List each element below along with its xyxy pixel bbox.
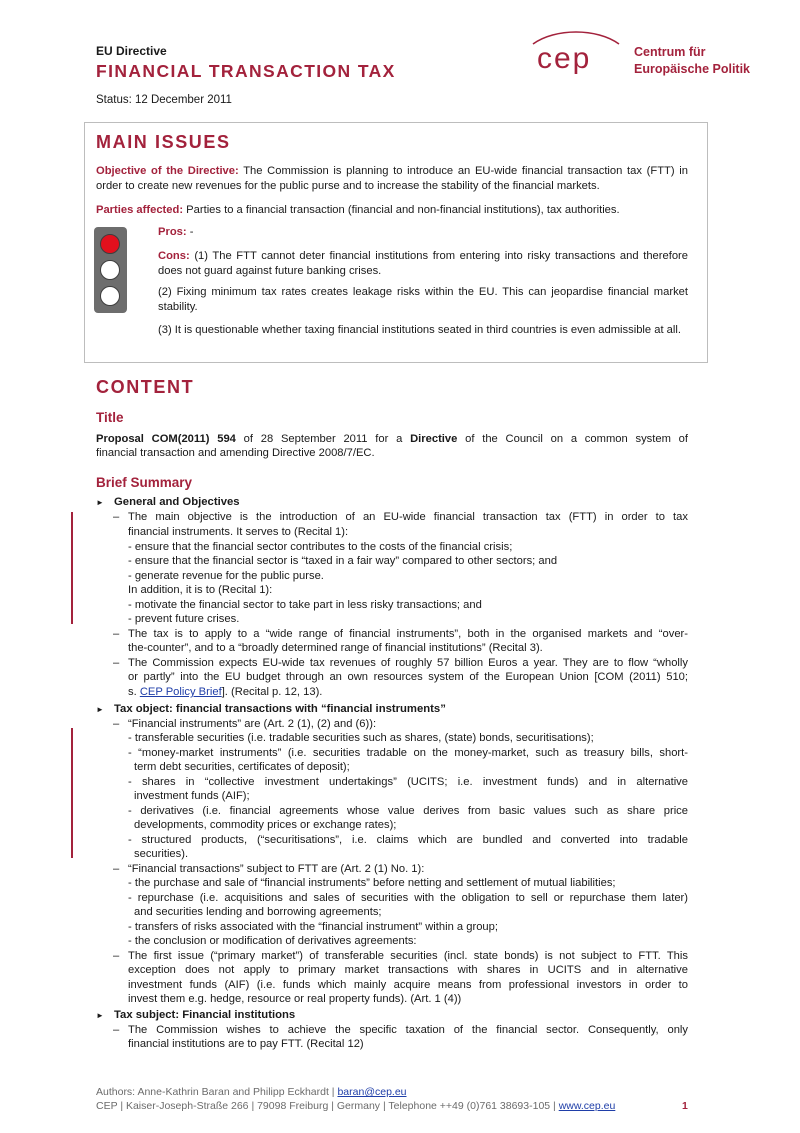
section-general-objectives: ► General and Objectives xyxy=(96,496,240,508)
proposal-number: Proposal COM(2011) 594 xyxy=(96,433,236,445)
text-line: - ensure that the financial sector contributes to the costs of the financial crisis; xyxy=(128,541,513,553)
text-line: - the purchase and sale of “financial instruments” before netting and settlement of mutual liabilities; xyxy=(128,877,616,889)
page-number: 1 xyxy=(682,1100,688,1112)
text-line: The Commission expects EU-wide tax revenues of roughly 57 billion Euros a year. They are to flow “wholly xyxy=(128,657,688,669)
document-type: EU Directive xyxy=(96,44,167,58)
objective-paragraph xyxy=(96,164,688,193)
text-line: The Commission wishes to achieve the specific taxation of the financial sector. Consequently, only xyxy=(128,1024,688,1036)
org-name-line2: Europäische Politik xyxy=(634,62,751,76)
text-line: exception does not apply to primary market transactions with shares in UCITS and in alternative xyxy=(128,964,688,976)
document-title: FINANCIAL TRANSACTION TAX xyxy=(96,61,396,81)
proposal-text: of 28 September 2011 for a xyxy=(235,433,411,445)
dash-marker: – xyxy=(113,863,120,875)
text-line: term debt securities, certificates of deposit); xyxy=(134,761,350,773)
title-heading: Title xyxy=(96,410,124,425)
red-lamp-icon xyxy=(100,234,120,254)
pros-paragraph xyxy=(158,225,688,240)
content-heading: CONTENT xyxy=(96,377,195,397)
text-line: invest them e.g. hedge, resource or real property funds). (Art. 1 (4)) xyxy=(128,993,462,1005)
text-line: - motivate the financial sector to take part in less risky transactions; and xyxy=(128,599,482,611)
text-line: - generate revenue for the public purse. xyxy=(128,570,324,582)
text-line: - the conclusion or modification of derivatives agreements: xyxy=(128,935,417,947)
cons-3-paragraph: (3) It is questionable whether taxing financial institutions seated in third countries is even admissible at all. xyxy=(158,324,681,336)
objective-text: The Commission is planning to introduce an EU-wide financial transaction tax (FTT) in order to create new revenues for the public purse and to increase the stability of the financial markets. xyxy=(96,165,688,192)
text-line: - transferable securities (i.e. tradable securities such as shares, (state) bonds, securitisations); xyxy=(128,732,594,744)
proposal-rest: of the Council on a common system of xyxy=(457,433,688,445)
dash-marker: – xyxy=(113,718,120,730)
cons-paragraph xyxy=(158,249,688,278)
brief-summary-heading: Brief Summary xyxy=(96,475,193,490)
section-tax-object: ► Tax object: financial transactions with “financial instruments” xyxy=(96,703,446,715)
dash-marker: – xyxy=(113,511,120,523)
objective-label: Objective of the Directive: xyxy=(96,165,239,177)
org-name xyxy=(634,44,750,78)
cons-2-paragraph: (2) Fixing minimum tax rates creates leakage risks within the EU. This can jeopardise financial market stability. xyxy=(158,286,688,313)
pros-text: - xyxy=(186,226,194,238)
text-line: investment funds (AIF) (i.e. funds which mainly acquire means from professional investors in order to xyxy=(128,979,688,991)
text-line: - ensure that the financial sector is “taxed in a fair way” compared to other sectors; and xyxy=(128,555,558,567)
text-line: - “money-market instruments” (i.e. securities tradable on the money-market, such as treasury bills, short- xyxy=(128,747,688,759)
footer xyxy=(96,1085,615,1113)
section-title: Tax object: financial transactions with “financial instruments” xyxy=(114,703,446,715)
text-line: - structured products, (“securitisations”, i.e. claims which are bundled and converted into tradable xyxy=(128,834,688,846)
logo-text: cep xyxy=(537,42,592,75)
dash-marker: – xyxy=(113,1024,120,1036)
text-line: - repurchase (i.e. acquisitions and sales of securities with the obligation to sell or repurchase them later) xyxy=(128,892,688,904)
section-title: General and Objectives xyxy=(114,496,240,508)
text-line xyxy=(128,685,688,700)
text-line: or partly” into the EU budget through an own resources system of the European Union [COM (2011) 510; xyxy=(128,671,688,683)
parties-text: Parties to a financial transaction (financial and non-financial institutions), tax authorities. xyxy=(183,204,620,216)
revision-marker xyxy=(71,728,73,858)
text-line: - shares in “collective investment undertakings” (UCITS; i.e. investment funds) and in alternative xyxy=(128,776,688,788)
footer-address: CEP | Kaiser-Joseph-Straße 266 | 79098 Freiburg | Germany | Telephone ++49 (0)761 38693-105 | www.cep.eu xyxy=(96,1100,616,1112)
section-title: Tax subject: Financial institutions xyxy=(114,1009,296,1021)
text-prefix: s. xyxy=(128,686,140,698)
dash-marker: – xyxy=(113,657,120,669)
text-suffix: ]. (Recital p. 12, 13). xyxy=(221,686,323,698)
revision-marker xyxy=(71,512,73,624)
proposal-line-1 xyxy=(96,432,688,447)
text-line: financial institutions are to pay FTT. (Recital 12) xyxy=(128,1038,364,1050)
org-name-line1: Centrum für xyxy=(634,45,706,59)
text-line: the-counter”, and to a “broadly determined range of financial institutions” (Recital 3). xyxy=(128,642,543,654)
parties-label: Parties affected: xyxy=(96,204,184,216)
proposal-line-2: financial transaction and amending Directive 2008/7/EC. xyxy=(96,447,375,459)
text-line: securities). xyxy=(134,848,189,860)
email-link[interactable]: baran@cep.eu xyxy=(337,1086,407,1098)
dash-marker: – xyxy=(113,628,120,640)
parties-paragraph xyxy=(96,203,688,218)
text-line: “Financial transactions” subject to FTT are (Art. 2 (1) No. 1): xyxy=(128,863,425,875)
text-line: - transfers of risks associated with the “financial instrument” within a group; xyxy=(128,921,498,933)
status-date: Status: 12 December 2011 xyxy=(96,94,232,106)
website-link[interactable]: www.cep.eu xyxy=(558,1100,616,1112)
text-line: - prevent future crises. xyxy=(128,613,240,625)
text-line: In addition, it is to (Recital 1): xyxy=(128,584,273,596)
yellow-lamp-icon xyxy=(100,260,120,280)
proposal-type: Directive xyxy=(410,433,458,445)
dash-marker: – xyxy=(113,950,120,962)
green-lamp-icon xyxy=(100,286,120,306)
text-line: developments, commodity prices or exchange rates); xyxy=(134,819,397,831)
pros-label: Pros: xyxy=(158,226,187,238)
main-issues-heading: MAIN ISSUES xyxy=(96,132,231,152)
cep-logo xyxy=(525,30,625,85)
text-line: The first issue (“primary market”) of transferable securities (incl. state bonds) is not subject to FTT. This xyxy=(128,950,688,962)
text-line: - derivatives (i.e. financial agreements whose value derives from basic values such as share price xyxy=(128,805,688,817)
cep-policy-brief-link[interactable]: CEP Policy Brief xyxy=(139,686,222,698)
cons-label: Cons: xyxy=(158,250,190,262)
text-line: The tax is to apply to a “wide range of financial instruments”, both in the organised markets and “over- xyxy=(128,628,688,640)
footer-authors: Authors: Anne-Kathrin Baran and Philipp Eckhardt | baran@cep.eu xyxy=(96,1086,407,1098)
traffic-light-icon xyxy=(94,227,127,313)
cons-1-text: (1) The FTT cannot deter financial institutions from entering into risky transactions and therefore does not guard against future banking crises. xyxy=(158,250,688,277)
text-line: “Financial instruments” are (Art. 2 (1), (2) and (6)): xyxy=(128,718,377,730)
section-tax-subject: ► Tax subject: Financial institutions xyxy=(96,1009,296,1021)
text-line: financial instruments. It serves to (Recital 1): xyxy=(128,526,349,538)
text-line: The main objective is the introduction of an EU-wide financial transaction tax (FTT) in order to tax xyxy=(128,511,688,523)
text-line: investment funds (AIF); xyxy=(134,790,250,802)
text-line: and securities lending and borrowing agreements; xyxy=(134,906,382,918)
